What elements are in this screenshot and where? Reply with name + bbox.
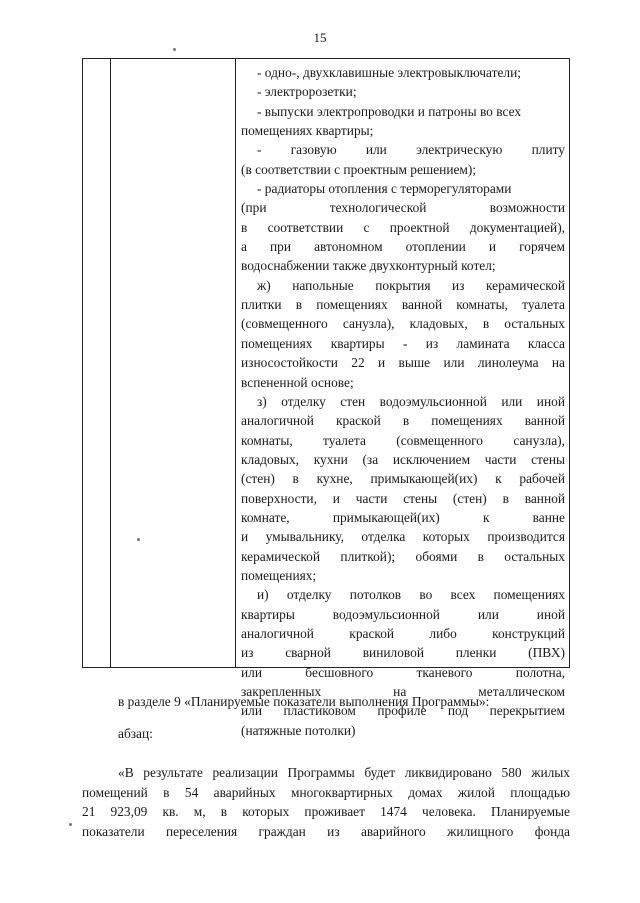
table-line: - электророзетки; — [257, 84, 357, 100]
table-line: комнате, примыкающей(их) к ванне — [241, 509, 565, 525]
scan-speck — [69, 823, 72, 826]
table-line: закрепленных на металлическом — [241, 684, 565, 699]
quote-line: помещений в 54 аварийных многоквартирных домах жилой площадью — [82, 784, 570, 800]
table-line: аналогичной краской в помещениях ванной — [241, 413, 565, 429]
table-line: - одно-, двухклавишные электровыключатели; — [257, 65, 521, 80]
table-line: помещениях квартиры; — [241, 123, 374, 139]
table-line: а при автономном отоплении и горячем — [241, 239, 565, 255]
table-column-divider — [110, 59, 111, 667]
abzac-label-text: абзац: — [118, 726, 153, 741]
scan-speck — [137, 538, 140, 541]
table-line: из сварной виниловой пленки (ПВХ) — [241, 645, 565, 661]
table-line: вспененной основе; — [241, 374, 354, 390]
table-line: керамической плиткой); обоями в остальных — [241, 548, 565, 564]
quote-line: «В результате реализации Программы будет ликвидировано 580 жилых — [118, 765, 570, 780]
table-line: поверхности, и части стены (стен) в ванной — [241, 490, 565, 506]
table-line: (совмещенного санузла), кладовых, в остальных — [241, 316, 565, 332]
table-line: или бесшовного тканевого полотна, — [241, 664, 565, 680]
table-line: и умывальнику, отделка которых производится — [241, 529, 565, 545]
table-line: - выпуски электропроводки и патроны во всех — [257, 103, 522, 119]
table-line: - радиаторы отопления с терморегуляторами — [257, 181, 512, 197]
section-heading-text: в разделе 9 «Планируемые показатели выполнения Программы»: — [118, 694, 490, 709]
table-line: износостойкости 22 и выше или линолеума на — [241, 355, 565, 371]
page-number: 15 — [313, 30, 327, 45]
table-line: комнаты, туалета (совмещенного санузла), — [241, 432, 565, 448]
quote-line: 21 923,09 кв. м, в которых проживает 1474 человека. Планируемые — [82, 804, 570, 819]
table-line: и) отделку потолков во всех помещениях — [257, 587, 565, 603]
table-line: ж) напольные покрытия из керамической — [257, 277, 565, 293]
quote-line: показатели переселения граждан из аварийного жилищного фонда — [82, 823, 570, 839]
table-line: (стен) в кухне, примыкающей(их) к рабочей — [241, 471, 565, 487]
table-line: (в соответствии с проектным решением); — [241, 161, 477, 177]
table-line: (при технологической возможности — [241, 200, 565, 216]
table-line: или пластиковом профиле под перекрытием — [241, 703, 565, 719]
table-line: (натяжные потолки) — [241, 722, 356, 738]
section-heading — [118, 692, 570, 712]
table-column-divider — [235, 59, 236, 667]
table-line: з) отделку стен водоэмульсионной или иной — [257, 393, 565, 409]
table-line: кладовых, кухни (за исключением части стены — [241, 451, 565, 467]
table-line: водоснабжении также двухконтурный котел; — [241, 258, 496, 274]
table-line: помещениях квартиры - из ламината класса — [241, 335, 565, 351]
table-cell-text — [241, 63, 565, 740]
table-line: - газовую или электрическую плиту — [257, 142, 565, 158]
quote-paragraph — [82, 763, 570, 841]
scan-speck — [173, 48, 176, 51]
table-line: помещениях; — [241, 567, 317, 583]
abzac-label — [118, 724, 570, 744]
table-line: плитки в помещениях ванной комнаты, туалета — [241, 297, 565, 313]
table-line: квартиры водоэмульсионной или иной — [241, 606, 565, 622]
table-line: в соответствии с проектной документацией), — [241, 219, 565, 235]
table-line: аналогичной краской либо конструкций — [241, 625, 565, 641]
